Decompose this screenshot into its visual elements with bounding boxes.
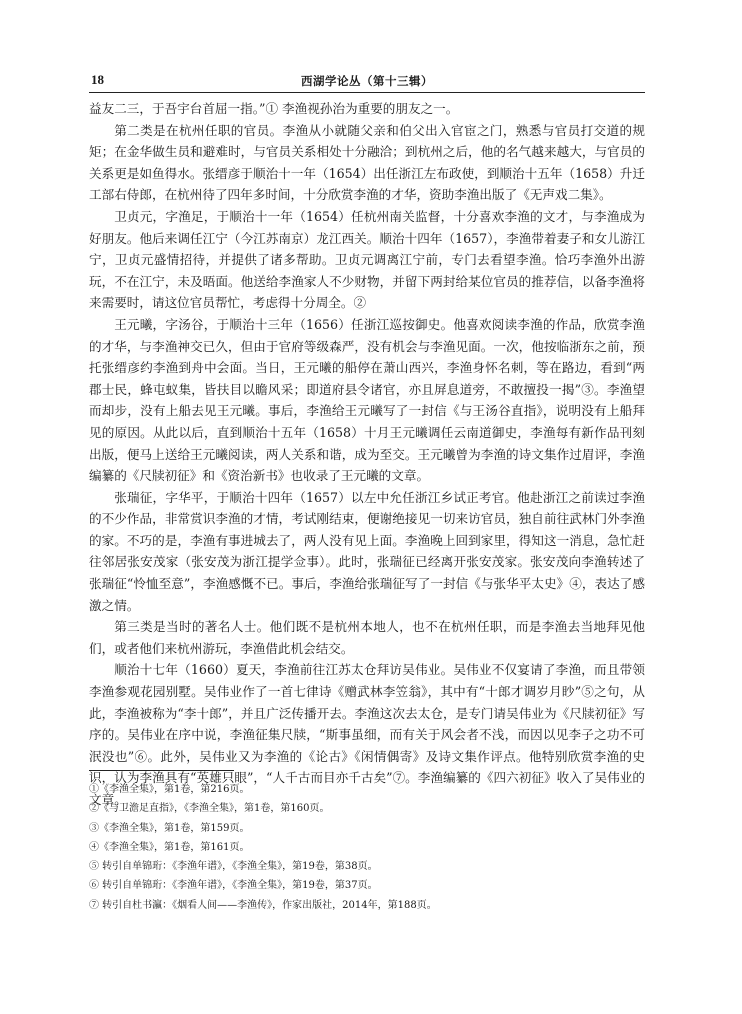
body-text — [89, 98, 645, 811]
paragraph: 第三类是当时的著名人士。他们既不是杭州本地人，也不在杭州任职，而是李渔去当地拜见他们，或者他们来杭州游玩，李渔借此机会结交。 — [89, 619, 645, 656]
paragraph: 张瑞征，字华平，于顺治十四年（1657）以左中允任浙江乡试正考官。他赴浙江之前读过李渔的不少作品，非常赏识李渔的才情，考试刚结束，便谢绝接见一切来访官员，独自前往武林门外李渔的家。不巧的是，李渔有事进城去了，两人没有见上面。李渔晚上回到家里，得知这一消息，急忙赶往邻居张安茂家（张安茂为浙江提学佥事）。此时，张瑞征已经离开张安茂家。张安茂向李渔转述了张瑞征“怜恤至意”，李渔感慨不已。事后，李渔给张瑞征写了一封信《与张华平太史》④，表达了感激之情。 — [89, 489, 645, 613]
paragraph: 第二类是在杭州任职的官员。李渔从小就随父亲和伯父出入官宦之门，熟悉与官员打交道的规矩；在金华做生员和避难时，与官员关系相处十分融洽；到杭州之后，他的名气越来越大，与官员的关系更是如鱼得水。张缙彦于顺治十一年（1654）出任浙江左布政使，到顺治十五年（1658）升迁工部右侍郎，在杭州待了四年多时间，十分欣赏李渔的才华，资助李渔出版了《无声戏二集》。 — [89, 122, 645, 203]
footnote: ①《李渔全集》，第1卷，第216页。 — [89, 784, 250, 795]
footnote: ④《李渔全集》，第1卷，第161页。 — [89, 841, 250, 853]
paragraph: 益友二三，于吾宇台首屈一指。”① 李渔视孙治为重要的朋友之一。 — [89, 101, 459, 116]
paragraph: 卫贞元，字渔足，于顺治十一年（1654）任杭州南关监督，十分喜欢李渔的文才，与李渔成为好朋友。他后来调任江宁（今江苏南京）龙江西关。顺治十四年（1657），李渔带着妻子和女儿游江宁，卫贞元盛情招待，并提供了诸多帮助。卫贞元调离江宁前，专门去看望李渔。恰巧李渔外出游玩，不在江宁，未及晤面。他送给李渔家人不少财物，并留下两封给某位官员的推荐信，以备李渔将来需要时，请这位官员帮忙，考虑得十分周全。② — [89, 208, 645, 311]
footnote-divider — [89, 770, 234, 771]
paragraph: 王元曦，字汤谷，于顺治十三年（1656）任浙江巡按御史。他喜欢阅读李渔的作品，欣赏李渔的才华，与李渔神交已久，但由于官府等级森严，没有机会与李渔见面。一次，他按临浙东之前，预托张缙彦约李渔到舟中会面。当日，王元曦的船停在萧山西兴，李渔身怀名刺，等在路边，看到“两郡士民，蜂屯蚁集，皆扶目以瞻风采；即道府县令诸官，亦且屏息道旁，不敢擅投一揭”③。李渔望而却步，没有上船去见王元曦。事后，李渔给王元曦写了一封信《与王汤谷直指》，说明没有上船拜见的原因。从此以后，直到顺治十五年（1658）十月王元曦调任云南道御史，李渔每有新作品刊刻出版，便马上送给王元曦阅读，两人关系和谐，成为至交。王元曦曾为李渔的诗文集作过眉评，李渔编纂的《尺牍初征》和《资治新书》也收录了王元曦的文章。 — [89, 316, 645, 484]
footnote: ③《李渔全集》，第1卷，第159页。 — [89, 822, 250, 834]
paragraph: 顺治十七年（1660）夏天，李渔前往江苏太仓拜访吴伟业。吴伟业不仅宴请了李渔，而且带领李渔参观花园别墅。吴伟业作了一首七律诗《赠武林李笠翁》，其中有“十郎才调岁月眇”⑤之句，从此，李渔被称为“李十郎”，并且广泛传播开去。李渔这次去太仓，是专门请吴伟业为《尺牍初征》写序的。吴伟业在序中说，李渔征集尺牍，“斯事虽细，而有关于风会者不浅，而因以见李子之功不可泯没也”⑥。此外，吴伟业又为李渔的《论古》《闲情偶寄》及诗文集作评点。他特别欣赏李渔的史识，认为李渔具有“英雄只眼”，“人千古而目亦千古矣”⑦。李渔编纂的《四六初征》收入了吴伟业的文章。 — [89, 662, 645, 807]
footnote: ⑥ 转引自单锦珩：《李渔年谱》，《李渔全集》，第19卷，第37页。 — [89, 880, 378, 892]
page-header — [89, 70, 645, 93]
footnote: ⑦ 转引自杜书瀛：《烟看人间——李渔传》，作家出版社，2014年，第188页。 — [89, 899, 437, 911]
running-title: 西湖学论丛（第十三辑） — [301, 74, 433, 88]
footnote: ②《与卫澹足直指》，《李渔全集》，第1卷，第160页。 — [89, 803, 330, 815]
footnote: ⑤ 转引自单锦珩：《李渔年谱》，《李渔全集》，第19卷，第38页。 — [89, 861, 378, 873]
footnote-list — [89, 780, 645, 915]
page-number: 18 — [91, 72, 104, 87]
